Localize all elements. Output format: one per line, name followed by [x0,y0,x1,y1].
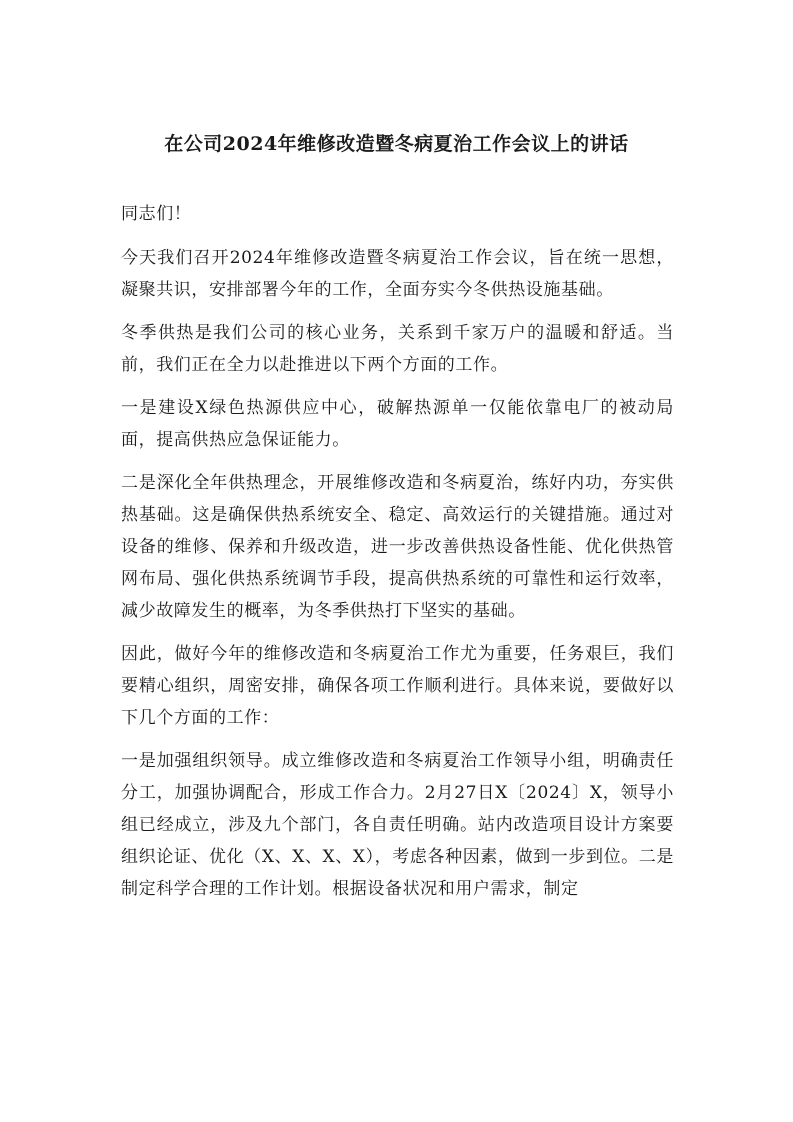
document-title: 在公司2024年维修改造暨冬病夏治工作会议上的讲话 [164,133,629,155]
paragraph-4: 二是深化全年供热理念，开展维修改造和冬病夏治，练好内功，夯实供热基础。这是确保供热系统安全、稳定、高效运行的关键措施。通过对设备的维修、保养和升级改造，进一步改善供热设备性能、优化供热管网布局、强化供热系统调节手段，提高供热系统的可靠性和运行效率，减少故障发生的概率，为冬季供热打下坚实的基础。 [121,473,674,621]
salutation: 同志们！ [121,204,192,224]
document-body [121,198,674,916]
paragraph-3: 一是建设X绿色热源供应中心，破解热源单一仅能依靠电厂的被动局面，提高供热应急保证能力。 [121,398,674,450]
paragraph-2: 冬季供热是我们公司的核心业务，关系到千家万户的温暖和舒适。当前，我们正在全力以赴推进以下两个方面的工作。 [121,323,674,375]
paragraph-5: 因此，做好今年的维修改造和冬病夏治工作尤为重要，任务艰巨，我们要精心组织，周密安排，确保各项工作顺利进行。具体来说，要做好以下几个方面的工作： [121,644,674,728]
paragraph-1: 今天我们召开2024年维修改造暨冬病夏治工作会议，旨在统一思想，凝聚共识，安排部署今年的工作，全面夯实今冬供热设施基础。 [121,248,674,300]
paragraph-6: 一是加强组织领导。成立维修改造和冬病夏治工作领导小组，明确责任分工，加强协调配合，形成工作合力。2月27日X〔2024〕X，领导小组已经成立，涉及九个部门，各自责任明确。站内改造项目设计方案要组织论证、优化（X、X、X、X），考虑各种因素，做到一步到位。二是制定科学合理的工作计划。根据设备状况和用户需求，制定 [121,751,674,899]
